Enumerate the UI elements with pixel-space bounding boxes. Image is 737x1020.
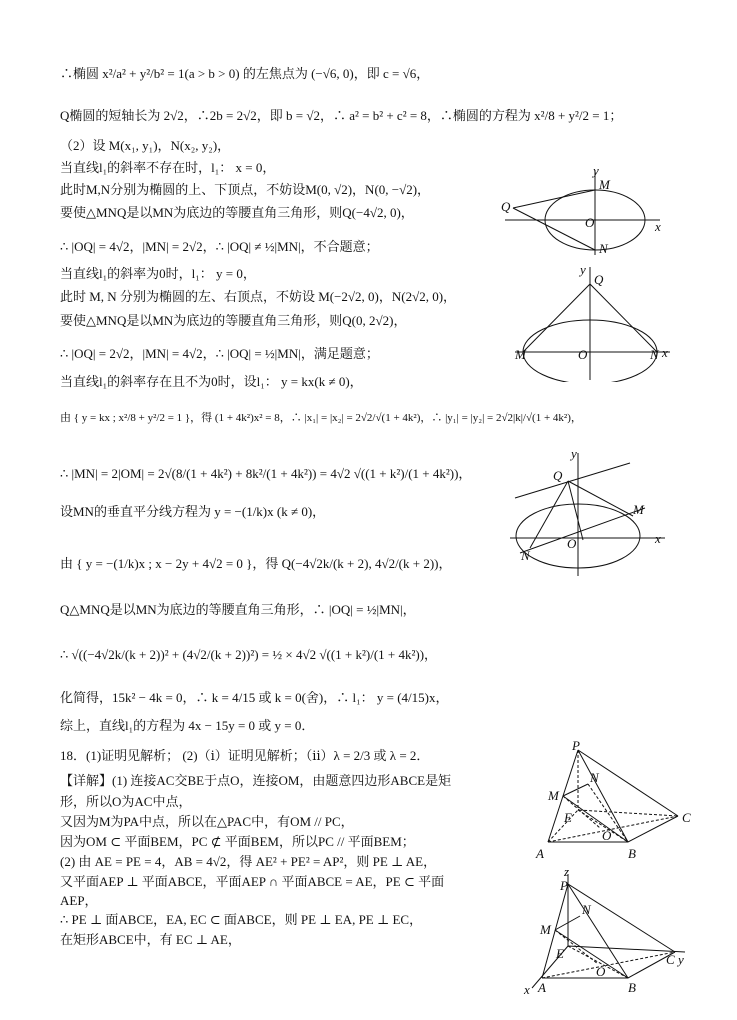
label-M: M <box>633 502 644 517</box>
label-y: y <box>678 952 684 967</box>
label-A: A <box>536 846 544 861</box>
label-E: E <box>556 946 564 961</box>
label-N: N <box>590 770 599 785</box>
line-12: 当直线l₁的斜率存在且不为0时，设l₁： y = kx(k ≠ 0)， <box>60 374 363 389</box>
line-2: Q椭圆的短轴长为 2√2，∴2b = 2√2，即 b = √2，∴ a² = b² + c² = 8，∴椭圆的方程为 x²/8 + y²/2 = 1； <box>60 108 623 123</box>
segment-QN <box>513 208 595 250</box>
line-14: ∴ |MN| = 2|OM| = 2√(8/(1 + 4k²) + 8k²/(1 + 4k²)) = 4√2 √((1 + k²)/(1 + 4k²))， <box>60 466 472 481</box>
line-13: 由 { y = kx ; x²/8 + y²/2 = 1 }，得 (1 + 4k²)x² = 8，∴ |x₁| = |x₂| = 2√2/√(1 + 4k²)，∴ |y₁| = |y₂| = 2√2|k|/√(1 + 4k²)， <box>60 412 582 424</box>
figure-ellipse-vertical-chord <box>495 165 670 260</box>
label-y: y <box>593 165 599 178</box>
label-y: y <box>571 448 577 461</box>
label-M: M <box>540 922 551 937</box>
label-N: N <box>582 902 591 917</box>
label-N: N <box>521 548 530 563</box>
label-x: x <box>524 982 530 996</box>
label-z: z <box>564 866 570 879</box>
label-E: E <box>564 810 572 825</box>
line-17: Q△MNQ是以MN为底边的等腰直角三角形，∴ |OQ| = ½|MN|， <box>60 602 416 617</box>
figure-ellipse-horizontal-chord <box>510 262 675 382</box>
label-x: x <box>655 531 661 546</box>
label-M: M <box>599 177 610 192</box>
line-4: 当直线l₁的斜率不存在时，l₁： x = 0， <box>60 160 276 175</box>
label-N: N <box>599 241 608 256</box>
label-O: O <box>602 828 612 843</box>
label-x: x <box>655 219 661 234</box>
segment-MB <box>555 930 628 978</box>
line-18: ∴ √((−4√2k/(k + 2))² + (4√2/(k + 2))²) = ½ × 4√2 √((1 + k²)/(1 + 4k²))， <box>60 647 438 662</box>
line-l2 <box>515 463 630 498</box>
line-20: 综上，直线l₁的方程为 4x − 15y = 0 或 y = 0． <box>60 718 315 733</box>
line-15: 设MN的垂直平分线方程为 y = −(1/k)x (k ≠ 0)， <box>60 504 326 519</box>
segment-QO <box>568 481 583 540</box>
label-x: x <box>662 345 668 360</box>
segment-MB <box>563 796 628 842</box>
line-21: 18．(1)证明见解析； (2)（ⅰ）证明见解析；（ⅱ）λ = 2/3 或 λ = 2． <box>60 748 430 763</box>
label-Q: Q <box>594 272 604 287</box>
figure-pyramid-coordinates <box>520 866 695 996</box>
label-C: C <box>666 952 675 967</box>
label-M: M <box>548 788 559 803</box>
figure-ellipse-oblique-chord <box>505 448 675 578</box>
line-29: ∴ PE ⊥ 面ABCE，EA, EC ⊂ 面ABCE，则 PE ⊥ EA, PE ⊥ EC， <box>60 912 423 927</box>
label-O: O <box>585 215 595 230</box>
label-M: M <box>515 347 526 362</box>
line-6: 要使△MNQ是以MN为底边的等腰直角三角形，则Q(−4√2, 0)， <box>60 205 414 220</box>
line-9: 此时 M, N 分别为椭圆的左、右顶点，不妨设 M(−2√2, 0)，N(2√2, 0)， <box>60 289 457 304</box>
line-22: 【详解】(1) 连接AC交BE于点O，连接OM，由题意四边形ABCE是矩 <box>60 773 452 788</box>
segment-QN <box>590 284 657 352</box>
label-Q: Q <box>553 468 563 483</box>
line-23: 形，所以O为AC中点， <box>60 794 192 809</box>
line-10: 要使△MNQ是以MN为底边的等腰直角三角形，则Q(0, 2√2)， <box>60 313 407 328</box>
line-30: 在矩形ABCE中，有 EC ⊥ AE， <box>60 932 241 947</box>
line-19: 化简得，15k² − 4k = 0，∴ k = 4/15 或 k = 0(舍)，∴ l₁： y = (4/15)x， <box>60 690 449 705</box>
line-25: 因为OM ⊂ 平面BEM，PC ⊄ 平面BEM，所以PC // 平面BEM； <box>60 834 415 849</box>
line-8: 当直线l₁的斜率为0时，l₁： y = 0， <box>60 266 256 281</box>
label-Q: Q <box>501 199 511 214</box>
segment-QM <box>523 284 590 352</box>
line-1: ∴椭圆 x²/a² + y²/b² = 1(a > b > 0) 的左焦点为 (−√6, 0)，即 c = √6， <box>60 66 430 81</box>
label-A: A <box>538 980 546 995</box>
line-3: （2）设 M(x₁, y₁)，N(x₂, y₂)， <box>60 138 231 153</box>
line-l1 <box>520 508 645 553</box>
label-P: P <box>572 740 580 753</box>
label-N: N <box>650 347 659 362</box>
label-C: C <box>682 810 691 825</box>
label-O: O <box>578 347 588 362</box>
label-O: O <box>596 964 606 979</box>
line-28: AEP， <box>60 893 98 908</box>
line-26: (2) 由 AE = PE = 4，AB = 4√2，得 AE² + PE² = AP²，则 PE ⊥ AE， <box>60 854 437 869</box>
line-24: 又因为M为PA中点，所以在△PAC中，有OM // PC， <box>60 814 354 829</box>
line-5: 此时M,N分别为椭圆的上、下顶点，不妨设M(0, √2)，N(0, −√2)， <box>60 182 431 197</box>
line-11: ∴ |OQ| = 2√2，|MN| = 4√2，∴ |OQ| = ½|MN|，满足题意； <box>60 346 379 361</box>
segment-QM <box>513 190 595 208</box>
edge-PC <box>568 884 675 952</box>
line-16: 由 { y = −(1/k)x ; x − 2y + 4√2 = 0 }，得 Q(−4√2k/(k + 2), 4√2/(k + 2))， <box>60 556 452 571</box>
label-B: B <box>628 846 636 861</box>
label-y: y <box>580 262 586 277</box>
label-P: P <box>560 878 568 893</box>
line-7: ∴ |OQ| = 4√2，|MN| = 2√2，∴ |OQ| ≠ ½|MN|，不合题意； <box>60 239 379 254</box>
figure-pyramid <box>530 740 700 862</box>
label-B: B <box>628 980 636 995</box>
line-27: 又平面AEP ⊥ 平面ABCE，平面AEP ∩ 平面ABCE = AE，PE ⊂ 平面 <box>60 874 445 889</box>
label-O: O <box>567 536 577 551</box>
